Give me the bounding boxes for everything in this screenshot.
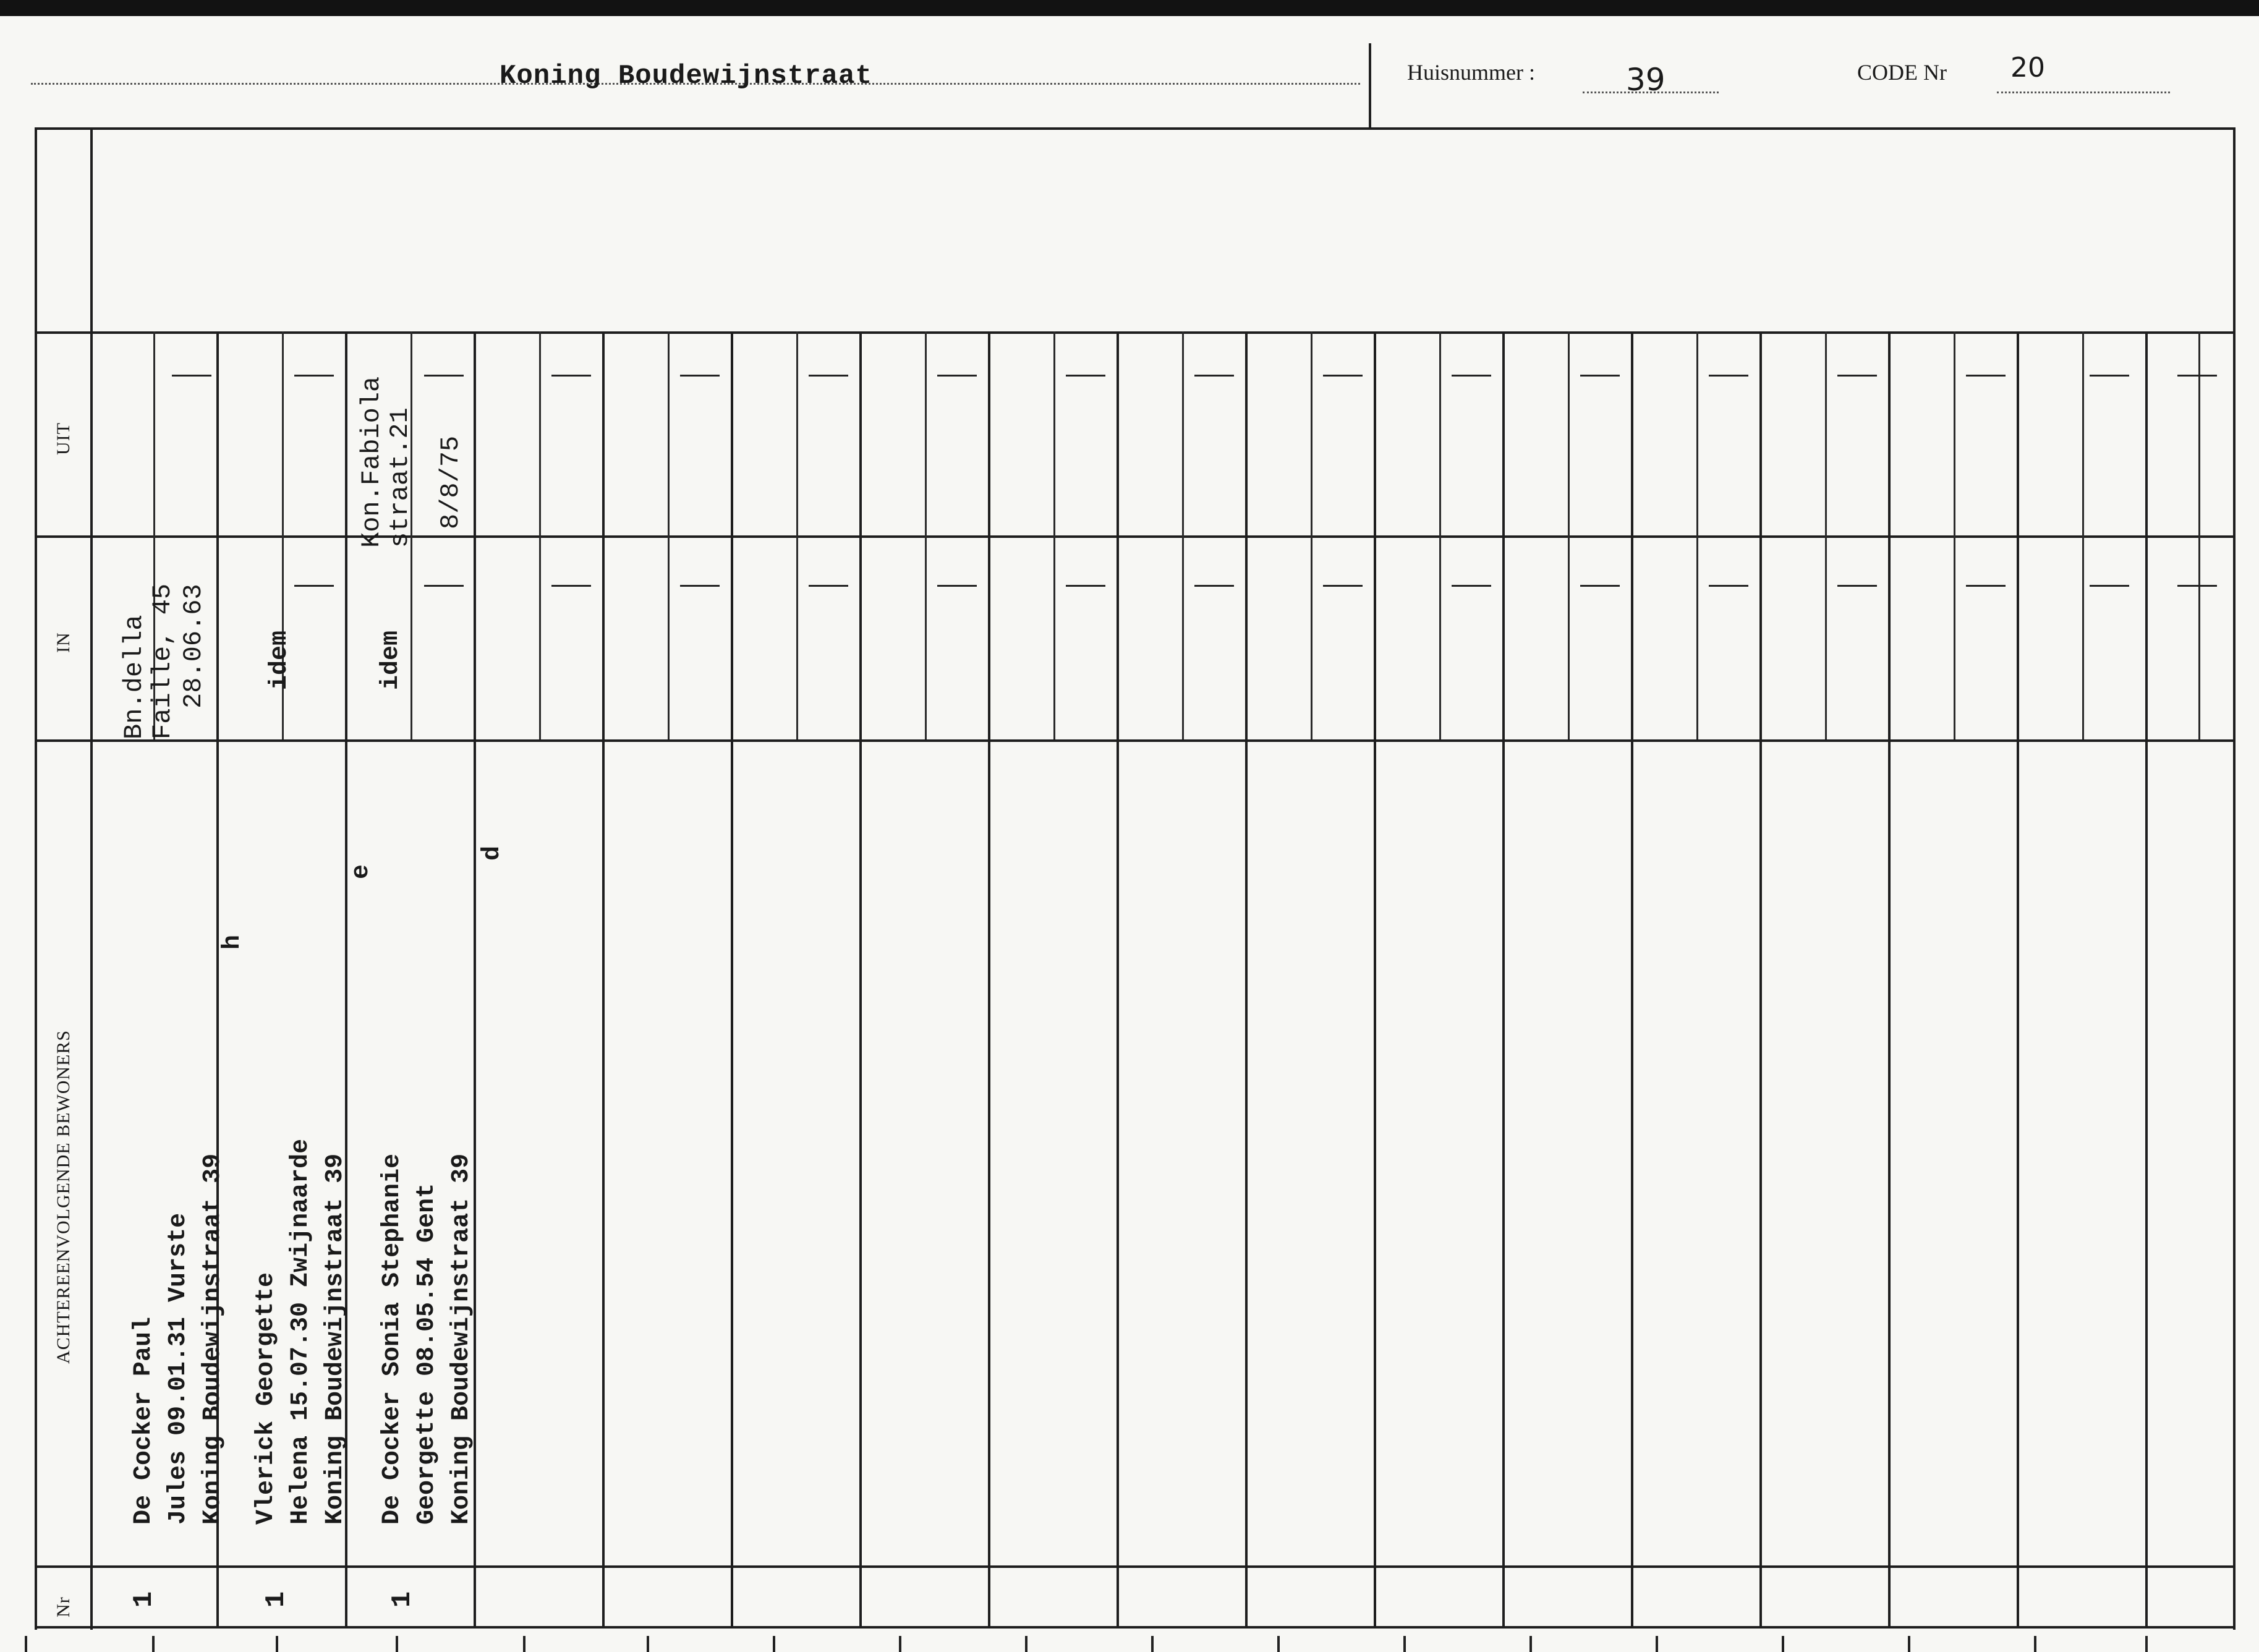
sub-divider-8: [1053, 331, 1055, 739]
col-divider-8: [1117, 331, 1119, 1627]
sub-divider-16: [2082, 331, 2084, 739]
uit-dash: [1837, 375, 1877, 377]
entry-2-resident-line-3: Koning Boudewijnstraat 39: [321, 1153, 349, 1525]
entry-1-in-line-2: Faille, 45: [148, 583, 177, 739]
uit-dash: [680, 375, 720, 377]
col-divider-6: [859, 331, 862, 1627]
sub-divider-9: [1182, 331, 1184, 739]
entry-1-resident-line-3: Koning Boudewijnstraat 39: [199, 1153, 227, 1525]
in-label: IN: [53, 632, 74, 653]
bottom-tick: [1151, 1636, 1154, 1652]
entry-2-mark: e: [347, 864, 375, 879]
bottom-tick: [152, 1636, 155, 1652]
bottom-tick: [1908, 1636, 1910, 1652]
entry-1-resident-line-2: Jules 09.01.31 Vurste: [164, 1212, 192, 1525]
uit-dash: [1194, 375, 1234, 377]
in-dash: [1323, 585, 1363, 587]
uit-dash: [2090, 375, 2129, 377]
entry-1-in-line-3: 28.06.63: [179, 584, 208, 709]
bottom-tick: [1403, 1636, 1406, 1652]
sub-divider-6: [796, 331, 798, 739]
entry-1-mark: h: [219, 934, 247, 950]
uit-dash: [551, 375, 591, 377]
sub-divider-4: [539, 331, 541, 739]
sub-divider-11: [1439, 331, 1441, 739]
entry-3-uit-line-1: Kon.Fabiola: [357, 376, 386, 548]
uit-dash: [172, 375, 211, 377]
frame-top: [35, 127, 2236, 130]
in-dash: [1452, 585, 1491, 587]
in-dash: [680, 585, 720, 587]
frame-left: [35, 127, 37, 1630]
uit-dash: [294, 375, 334, 377]
in-dash: [1966, 585, 2006, 587]
uit-dash: [1323, 375, 1363, 377]
entry-2-in: idem: [266, 630, 294, 690]
in-dash: [1580, 585, 1620, 587]
bottom-tick: [899, 1636, 901, 1652]
entry-3-uit-line-2: straat.21: [385, 407, 415, 548]
house-number-label: Huisnummer :: [1407, 60, 1535, 85]
frame-right: [2233, 127, 2236, 1630]
sub-divider-17: [2198, 331, 2200, 739]
col-divider-12: [1631, 331, 1633, 1627]
entry-3-mark: d: [479, 845, 506, 861]
in-dash: [1837, 585, 1877, 587]
bottom-tick: [2145, 1636, 2148, 1652]
bottom-tick: [647, 1636, 649, 1652]
bottom-tick: [1277, 1636, 1280, 1652]
in-dash: [937, 585, 977, 587]
entry-2-nr: 1: [261, 1591, 292, 1608]
nr-section-top: [35, 1565, 2236, 1568]
uit-dash: [809, 375, 848, 377]
col-divider-10: [1374, 331, 1376, 1627]
sub-divider-5: [668, 331, 670, 739]
uit-dash: [1966, 375, 2006, 377]
label-column-divider: [90, 127, 93, 1630]
bottom-tick: [1782, 1636, 1784, 1652]
col-divider-13: [1759, 331, 1762, 1627]
in-dash: [1066, 585, 1105, 587]
col-divider-15: [2017, 331, 2019, 1627]
card-header: [0, 37, 2259, 130]
in-dash: [2177, 585, 2217, 587]
col-divider-16: [2145, 331, 2148, 1627]
uit-label: UIT: [53, 422, 74, 455]
sub-divider-10: [1311, 331, 1312, 739]
in-dash: [424, 585, 464, 587]
in-dash: [809, 585, 848, 587]
entry-3-resident-line-2: Georgette 08.05.54 Gent: [413, 1183, 441, 1525]
uit-dash: [937, 375, 977, 377]
entry-3-nr: 1: [387, 1591, 419, 1608]
entry-2-resident-line-1: Vlerick Georgette: [252, 1272, 280, 1525]
sub-divider-13: [1696, 331, 1698, 739]
uit-dash: [1452, 375, 1491, 377]
bottom-tick: [1529, 1636, 1532, 1652]
sub-divider-12: [1568, 331, 1570, 739]
residents-table: [35, 127, 2236, 1630]
top-border: [0, 0, 2259, 16]
code-number: 20: [2010, 52, 2045, 83]
uit-dash: [424, 375, 464, 377]
uit-dash: [1066, 375, 1105, 377]
in-dash: [2090, 585, 2129, 587]
col-divider-5: [731, 331, 733, 1627]
uit-dash: [1709, 375, 1748, 377]
residents-section-top: [35, 739, 2236, 742]
uit-section-top: [35, 331, 2236, 334]
col-divider-4: [602, 331, 605, 1627]
residents-label: ACHTEREENVOLGENDE BEWONERS: [53, 1029, 74, 1364]
sub-divider-7: [925, 331, 927, 739]
bottom-tick: [396, 1636, 398, 1652]
bottom-tick: [276, 1636, 278, 1652]
frame-bottom: [35, 1626, 2236, 1629]
sub-divider-15: [1954, 331, 1955, 739]
nr-label: Nr: [53, 1596, 74, 1617]
in-dash: [1194, 585, 1234, 587]
uit-dash: [1580, 375, 1620, 377]
col-divider-14: [1888, 331, 1891, 1627]
bottom-tick: [1656, 1636, 1658, 1652]
bottom-tick: [773, 1636, 775, 1652]
house-number: 39: [1626, 62, 1666, 98]
entry-3-uit-date: 8/8/75: [436, 435, 466, 529]
bottom-tick: [2034, 1636, 2036, 1652]
code-label: CODE Nr: [1857, 60, 1947, 85]
entry-1-in-line-1: Bn.della: [119, 615, 149, 739]
in-dash: [294, 585, 334, 587]
sub-divider-14: [1825, 331, 1827, 739]
bottom-tick: [1025, 1636, 1027, 1652]
entry-3-resident-line-1: De Cocker Sonia Stephanie: [378, 1153, 406, 1525]
bottom-tick: [523, 1636, 525, 1652]
entry-3-in: idem: [377, 630, 405, 690]
header-separator: [1369, 43, 1371, 130]
entry-1-nr: 1: [129, 1591, 160, 1608]
col-divider-7: [988, 331, 990, 1627]
street-name: Koning Boudewijnstraat: [500, 61, 872, 92]
col-divider-11: [1502, 331, 1505, 1627]
entry-1-resident-line-1: De Cocker Paul: [130, 1316, 158, 1525]
in-dash: [551, 585, 591, 587]
col-divider-9: [1245, 331, 1248, 1627]
bottom-tick: [25, 1636, 27, 1652]
entry-2-resident-line-2: Helena 15.07.30 Zwijnaarde: [287, 1138, 315, 1525]
entry-3-resident-line-3: Koning Boudewijnstraat 39: [448, 1153, 475, 1525]
uit-dash: [2177, 375, 2217, 377]
code-dotted-line: [1997, 92, 2170, 93]
in-dash: [1709, 585, 1748, 587]
